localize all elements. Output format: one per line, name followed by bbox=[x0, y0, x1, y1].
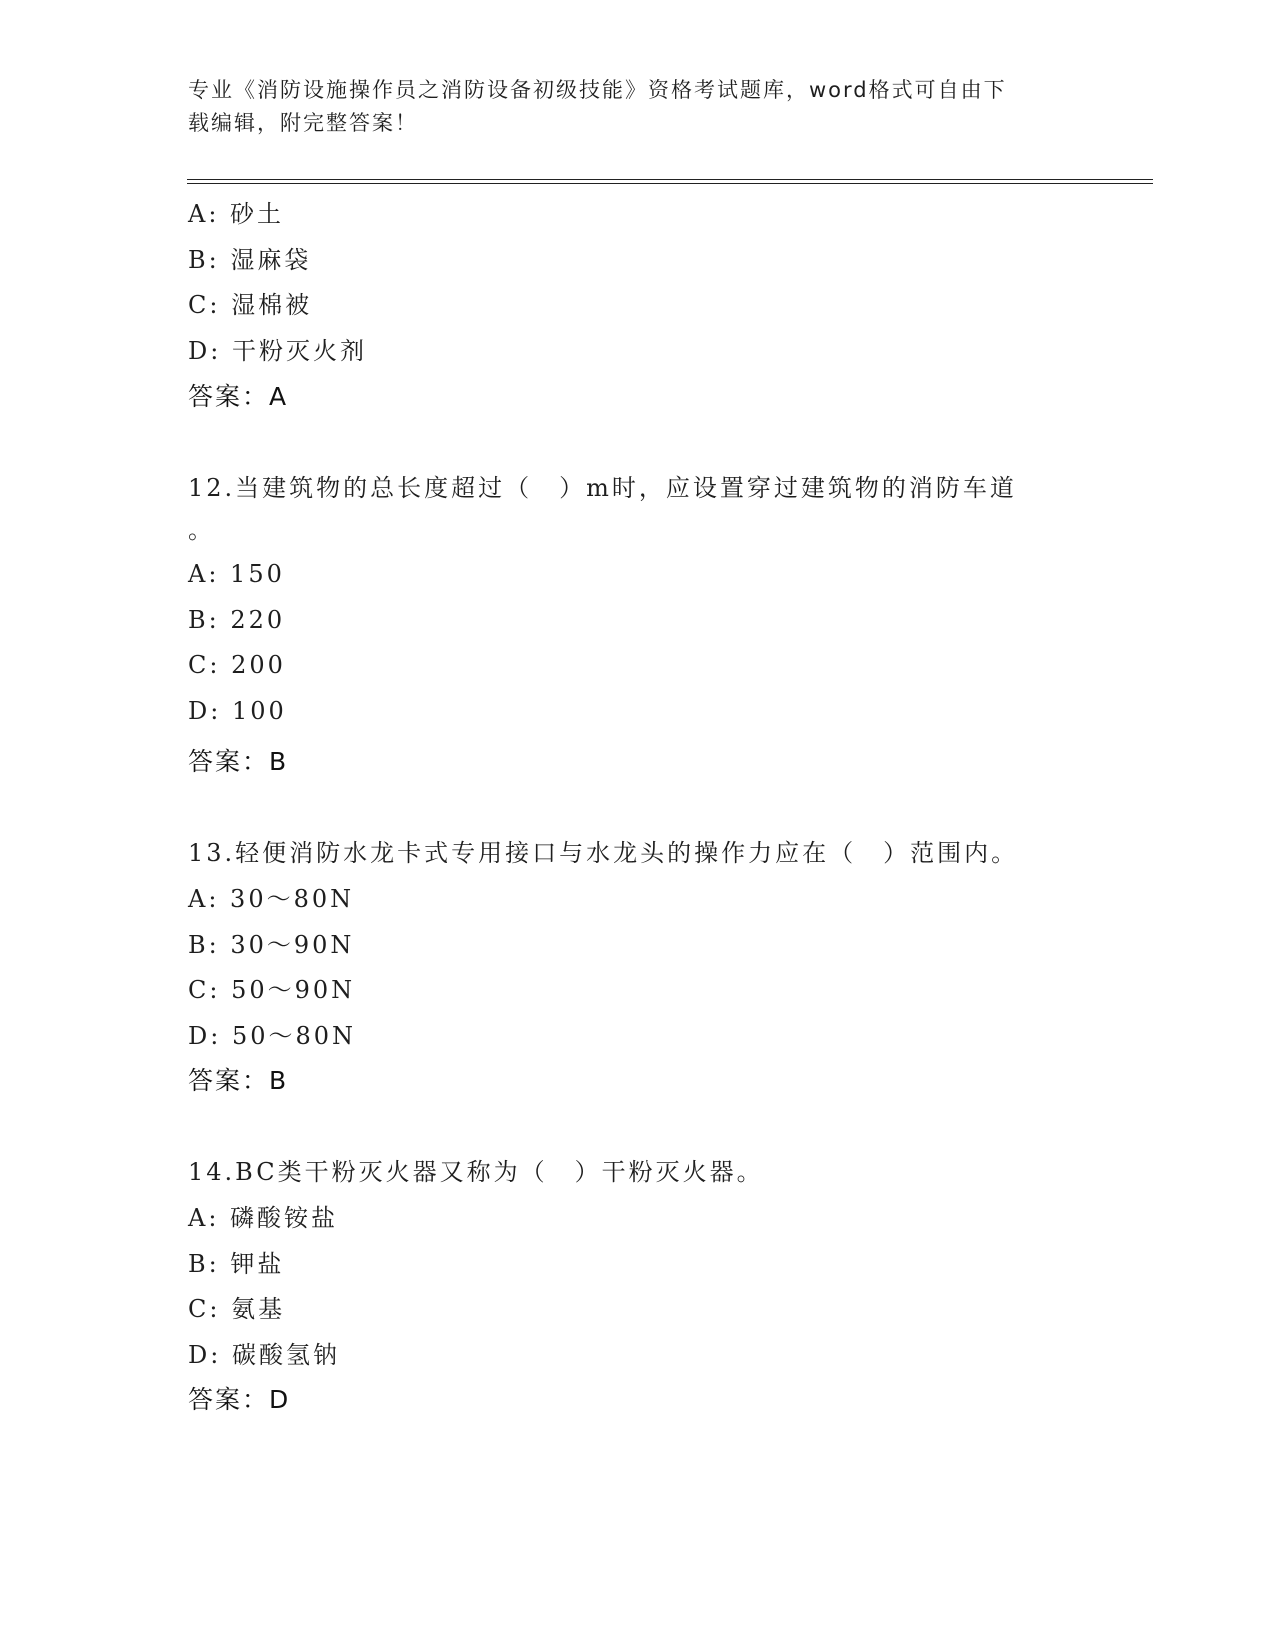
option-b: B: 湿麻袋 bbox=[188, 246, 312, 274]
option-b: B: 30～90N bbox=[188, 931, 355, 959]
question-stem-continuation: 。 bbox=[188, 516, 215, 544]
option-c: C: 氨基 bbox=[188, 1295, 286, 1323]
header-line-1: 专业《消防设施操作员之消防设备初级技能》资格考试题库，word格式可自由下 bbox=[188, 78, 1007, 102]
header-line-2: 载编辑，附完整答案！ bbox=[188, 111, 418, 135]
option-c: C: 200 bbox=[188, 651, 286, 679]
option-a: A: 磷酸铵盐 bbox=[188, 1204, 339, 1232]
option-c: C: 50～90N bbox=[188, 976, 356, 1004]
answer-label: 答案：A bbox=[188, 382, 289, 411]
option-d: D: 100 bbox=[188, 697, 287, 725]
option-a: A: 150 bbox=[188, 560, 285, 588]
option-d: D: 50～80N bbox=[188, 1022, 357, 1050]
question-stem: 13.轻便消防水龙卡式专用接口与水龙头的操作力应在（ ）范围内。 bbox=[188, 839, 1019, 867]
option-a: A: 30～80N bbox=[188, 885, 355, 913]
document-header bbox=[188, 74, 1068, 140]
option-a: A: 砂土 bbox=[188, 200, 285, 228]
answer-label: 答案：B bbox=[188, 1066, 289, 1095]
option-d: D: 碳酸氢钠 bbox=[188, 1341, 340, 1369]
option-b: B: 钾盐 bbox=[188, 1250, 285, 1278]
question-stem: 14.BC类干粉灭火器又称为（ ）干粉灭火器。 bbox=[188, 1158, 764, 1186]
question-stem: 12.当建筑物的总长度超过（ ）m时，应设置穿过建筑物的消防车道 bbox=[188, 474, 1017, 502]
option-c: C: 湿棉被 bbox=[188, 291, 313, 319]
answer-label: 答案：B bbox=[188, 747, 289, 776]
option-b: B: 220 bbox=[188, 606, 286, 634]
answer-label: 答案：D bbox=[188, 1385, 291, 1414]
header-double-rule bbox=[187, 179, 1153, 184]
option-d: D: 干粉灭火剂 bbox=[188, 337, 367, 365]
